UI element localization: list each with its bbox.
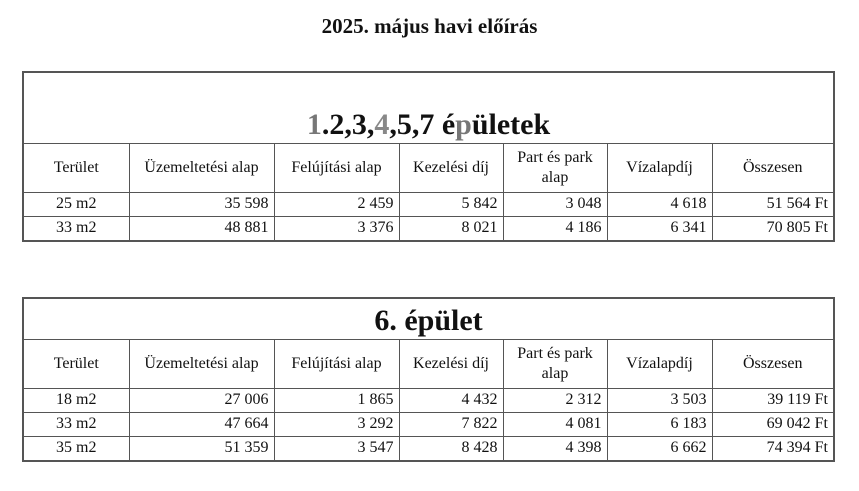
buildings-1-2-3-4-5-7-table — [22, 71, 835, 242]
cell-area: 25 m2 — [24, 192, 129, 216]
col-header-area: Terület — [24, 144, 129, 192]
cell-area: 18 m2 — [24, 388, 129, 412]
col-header-operating-fund: Üzemeltetési alap — [129, 340, 274, 388]
cell-water-fee: 4 618 — [607, 192, 712, 216]
cell-management-fee: 5 842 — [399, 192, 503, 216]
cell-total: 69 042 Ft — [712, 412, 833, 436]
col-header-management-fee: Kezelési díj — [399, 340, 503, 388]
table-row — [24, 216, 833, 240]
table-title: 1.2,3,4,5,7 épületek — [24, 73, 833, 144]
cell-renovation-fund: 1 865 — [274, 388, 399, 412]
cell-management-fee: 8 021 — [399, 216, 503, 240]
cell-park-fund: 4 081 — [503, 412, 607, 436]
cell-water-fee: 3 503 — [607, 388, 712, 412]
cell-renovation-fund: 3 547 — [274, 436, 399, 460]
col-header-management-fee: Kezelési díj — [399, 144, 503, 192]
table-row — [24, 412, 833, 436]
cell-operating-fund: 51 359 — [129, 436, 274, 460]
table-row — [24, 436, 833, 460]
cell-renovation-fund: 3 376 — [274, 216, 399, 240]
fee-table — [24, 144, 833, 240]
cell-area: 35 m2 — [24, 436, 129, 460]
cell-operating-fund: 48 881 — [129, 216, 274, 240]
cell-management-fee: 7 822 — [399, 412, 503, 436]
header-row — [24, 340, 833, 388]
cell-park-fund: 2 312 — [503, 388, 607, 412]
col-header-park-fund: Part és park alap — [503, 144, 607, 192]
fee-table — [24, 340, 833, 460]
col-header-water-fee: Vízalapdíj — [607, 144, 712, 192]
cell-water-fee: 6 341 — [607, 216, 712, 240]
cell-park-fund: 4 398 — [503, 436, 607, 460]
document-title: 2025. május havi előírás — [321, 14, 538, 38]
col-header-water-fee: Vízalapdíj — [607, 340, 712, 388]
header-row — [24, 144, 833, 192]
cell-management-fee: 4 432 — [399, 388, 503, 412]
col-header-renovation-fund: Felújítási alap — [274, 144, 399, 192]
col-header-park-fund: Part és park alap — [503, 340, 607, 388]
cell-operating-fund: 47 664 — [129, 412, 274, 436]
table-title: 6. épület — [24, 299, 833, 340]
building-6-table — [22, 297, 835, 462]
cell-operating-fund: 35 598 — [129, 192, 274, 216]
cell-renovation-fund: 2 459 — [274, 192, 399, 216]
cell-operating-fund: 27 006 — [129, 388, 274, 412]
cell-total: 70 805 Ft — [712, 216, 833, 240]
table-row — [24, 388, 833, 412]
cell-renovation-fund: 3 292 — [274, 412, 399, 436]
cell-water-fee: 6 662 — [607, 436, 712, 460]
cell-management-fee: 8 428 — [399, 436, 503, 460]
col-header-operating-fund: Üzemeltetési alap — [129, 144, 274, 192]
col-header-total: Összesen — [712, 144, 833, 192]
col-header-area: Terület — [24, 340, 129, 388]
cell-park-fund: 4 186 — [503, 216, 607, 240]
cell-total: 74 394 Ft — [712, 436, 833, 460]
cell-water-fee: 6 183 — [607, 412, 712, 436]
cell-area: 33 m2 — [24, 216, 129, 240]
cell-total: 51 564 Ft — [712, 192, 833, 216]
cell-area: 33 m2 — [24, 412, 129, 436]
col-header-total: Összesen — [712, 340, 833, 388]
cell-total: 39 119 Ft — [712, 388, 833, 412]
cell-park-fund: 3 048 — [503, 192, 607, 216]
col-header-renovation-fund: Felújítási alap — [274, 340, 399, 388]
table-row — [24, 192, 833, 216]
